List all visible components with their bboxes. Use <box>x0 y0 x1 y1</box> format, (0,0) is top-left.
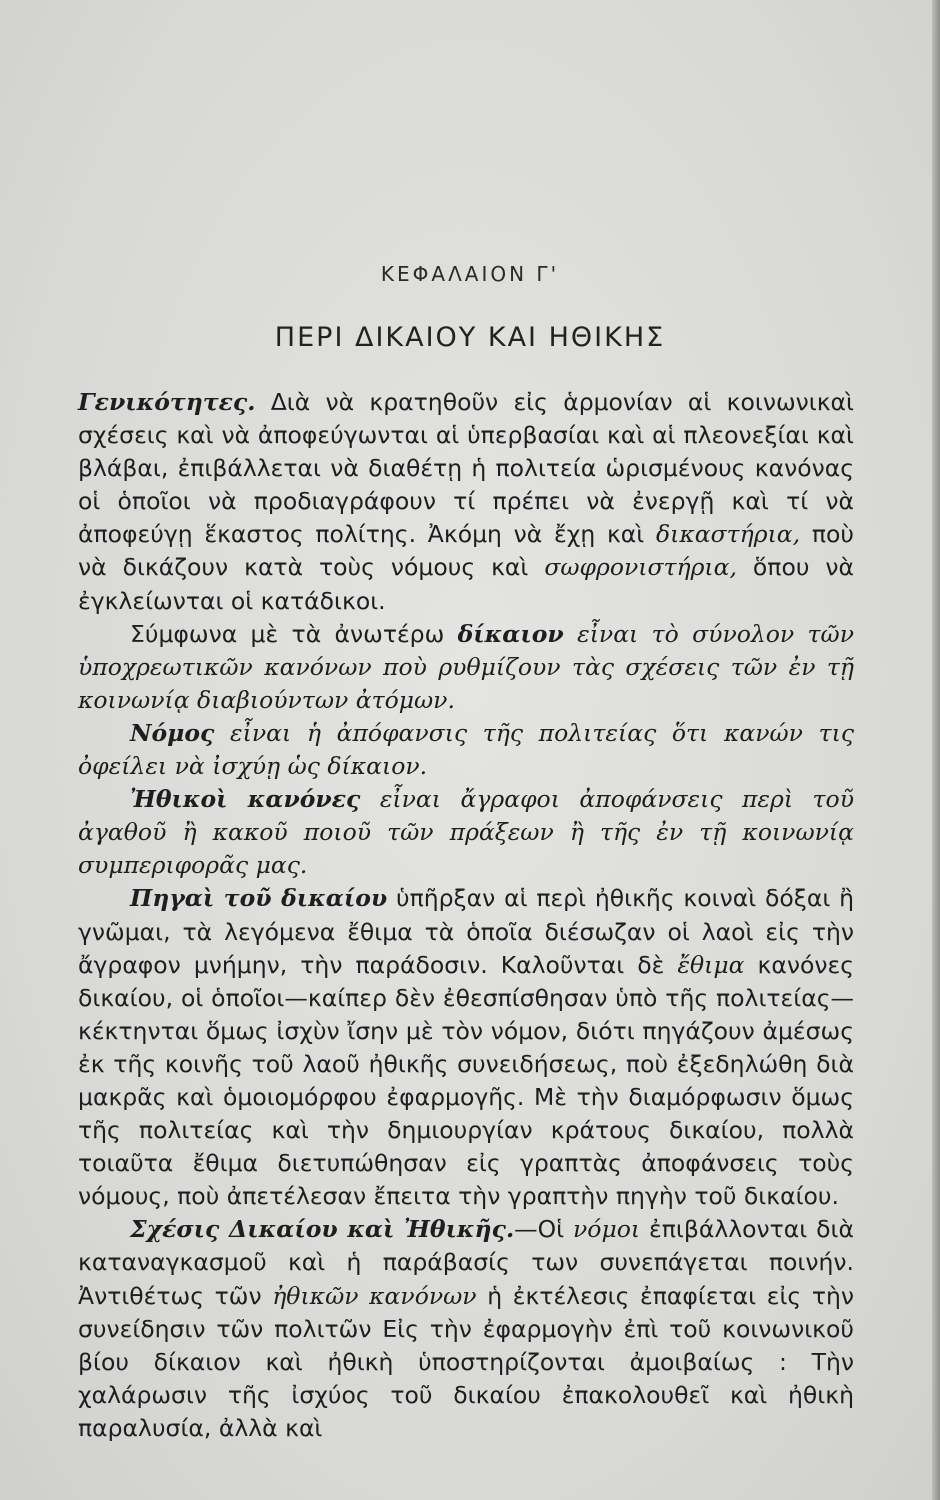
paragraph-relation <box>78 1213 854 1445</box>
paragraph-definition-nomos <box>78 717 854 783</box>
term: Νόμος <box>130 718 215 747</box>
text-run: ποὺ νὰ δικάζουν κατὰ τοὺς νόμους καὶ <box>78 520 855 582</box>
emphasis: ἠθικῶν κανόνων <box>272 1281 477 1310</box>
text-run: ἡ ἐκτέλεσις ἐπαφίεται εἰς τὴν συνείδησιν τῶν πολιτῶν Εἰς τὴν ἐφαρμογὴν ἐπὶ τοῦ κοινωνικοῦ βίου δίκαιον καὶ ἠθικὴ ὑποστηρίζονται ἀμοιβαίως : Τὴν χαλάρωσιν τῆς ἰσχύος τοῦ δικαίου ἐπακολουθεῖ καὶ ἠθικὴ παραλυσία, ἀλλὰ καὶ <box>78 1281 854 1442</box>
paragraph-generalities <box>78 386 854 618</box>
paragraph-definition-law <box>78 618 854 717</box>
emphasis: εἶναι ἡ ἀπόφανσις τῆς πολιτείας ὅτι κανών τις ὀφείλει νὰ ἰσχύῃ ὡς δίκαιον. <box>78 718 854 781</box>
term: Πηγαὶ τοῦ δικαίου <box>130 884 388 913</box>
emphasis: δικαστήρια, <box>656 520 801 549</box>
emphasis: ἔθιμα <box>677 950 745 979</box>
text-run: ἐπιβάλλονται διὰ καταναγκασμοῦ καὶ ἡ παράβασίς των συνεπάγεται ποινήν. Ἀντιθέτως τῶν <box>78 1215 854 1310</box>
text-run: Σύμφωνα μὲ τὰ ἀνωτέρω <box>130 619 458 648</box>
paragraph-sources <box>78 882 854 1213</box>
page-edge-shadow <box>932 0 940 1500</box>
paragraph-definition-ethics <box>78 783 854 882</box>
emphasis: εἶναι τὸ σύνολον τῶν ὑποχρεωτικῶν κανόνων ποὺ ρυθμίζουν τὰς σχέσεις τῶν ἐν τῇ κοινωνίᾳ διαβιούντων ἀτόμων. <box>78 619 854 714</box>
text-run: Διὰ νὰ κρατηθοῦν εἰς ἁρμονίαν αἱ κοινωνικαὶ σχέσεις καὶ νὰ ἀποφεύγωνται αἱ ὑπερβασίαι καὶ αἱ πλεονεξίαι καὶ βλάβαι, ἐπιβάλλεται νὰ διαθέτῃ ἡ πολιτεία ὡρισμένους κανόνας οἱ ὁποῖοι νὰ προδιαγράφουν τί πρέπει νὰ ἐνεργῇ καὶ τί νὰ ἀποφεύγῃ ἕκαστος πολίτης. Ἀκόμη νὰ ἔχῃ καὶ <box>78 388 854 549</box>
text-run: κανόνες δικαίου, οἱ ὁποῖοι—καίπερ δὲν ἐθεσπίσθησαν ὑπὸ τῆς πολιτείας—κέκτηνται ὅμως ἰσχὺν ἴσην μὲ τὸν νόμον, διότι πηγάζουν ἀμέσως ἐκ τῆς κοινῆς τοῦ λαοῦ ἠθικῆς συνειδήσεως, ποὺ ἐξεδηλώθη διὰ μακρᾶς καὶ ὁμοιομόρφου ἐφαρμογῆς. Μὲ τὴν διαμόρφωσιν ὅμως τῆς πολιτείας καὶ τὴν δημιουργίαν κράτους δικαίου, πολλὰ τοιαῦτα ἔθιμα διετυπώθησαν εἰς γραπτὰς ἀποφάνσεις τοὺς νόμους, ποὺ ἀπετέλεσαν ἔπειτα τὴν γραπτὴν πηγὴν τοῦ δικαίου. <box>78 950 855 1211</box>
term: δίκαιον <box>457 619 564 648</box>
term: Σχέσις Δικαίου καὶ Ἠθικῆς. <box>130 1215 515 1244</box>
text-run: —Οἱ <box>514 1215 574 1244</box>
chapter-title: ΠΕΡΙ ΔΙΚΑΙΟΥ ΚΑΙ ΗΘΙΚΗΣ <box>274 322 666 353</box>
chapter-heading: ΚΕΦΑΛΑΙΟΝ Γ' <box>380 262 560 286</box>
body-text <box>78 386 854 1445</box>
emphasis: εἶναι ἄγραφοι ἀποφάνσεις περὶ τοῦ ἀγαθοῦ ἢ κακοῦ ποιοῦ τῶν πράξεων ἢ τῆς ἐν τῇ κοινωνίᾳ συμπεριφορᾶς μας. <box>78 785 854 880</box>
text-run: ὅπου νὰ ἐγκλείωνται οἱ κατάδικοι. <box>78 553 855 615</box>
emphasis: νόμοι <box>573 1215 641 1244</box>
text-run: ὑπῆρξαν αἱ περὶ ἠθικῆς κοιναὶ δόξαι ἢ γνῶμαι, τὰ λεγόμενα ἔθιμα τὰ ὁποῖα διέσωζαν οἱ λαοὶ εἰς τὴν ἄγραφον μνήμην, τὴν παράδοσιν. Καλοῦνται δὲ <box>78 884 854 979</box>
emphasis: σωφρονιστήρια, <box>544 553 737 582</box>
term: Ἠθικοὶ κανόνες <box>130 785 361 814</box>
inline-heading: Γενικότητες. <box>78 388 256 416</box>
